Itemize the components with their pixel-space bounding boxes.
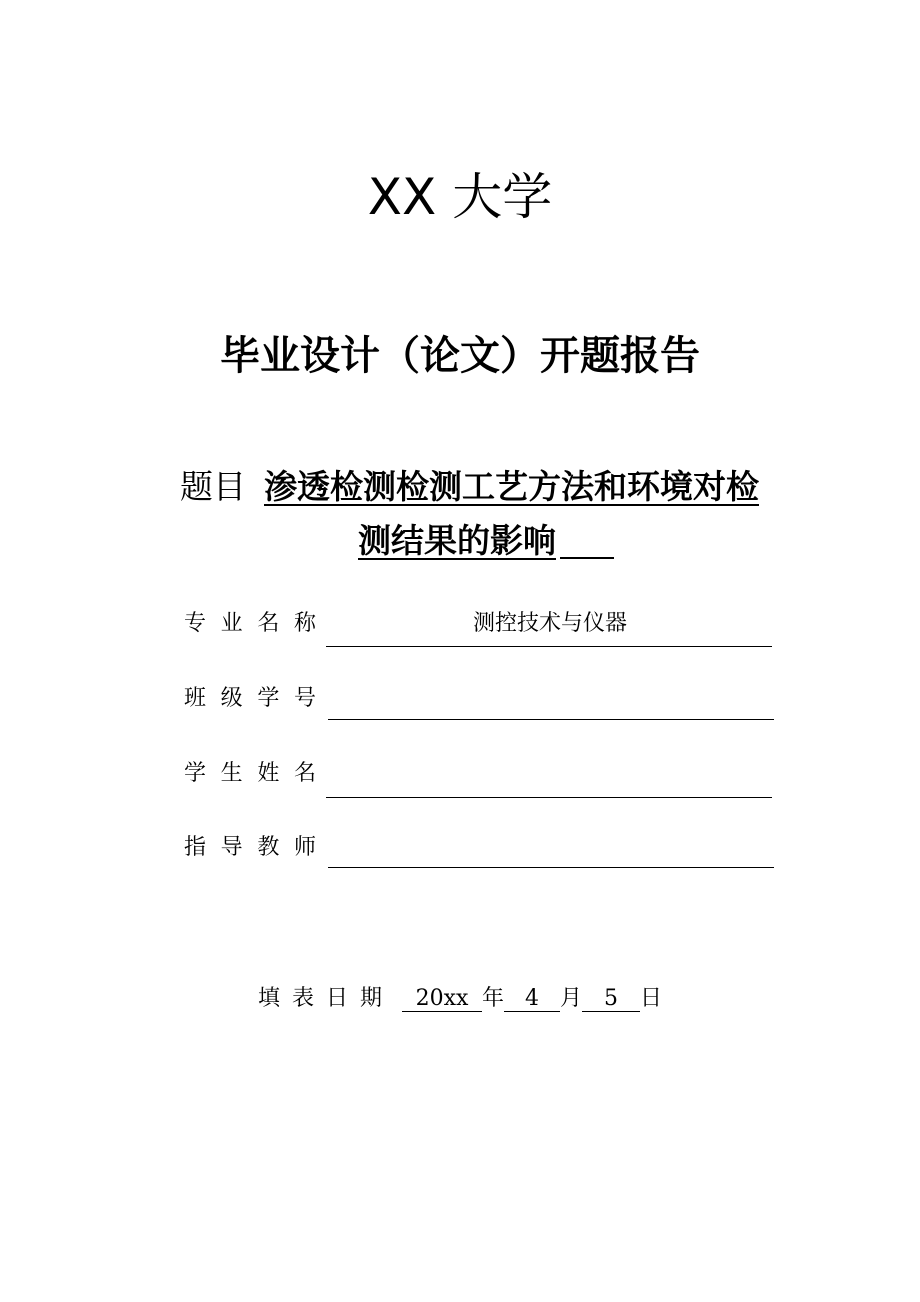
field-line-student-name bbox=[326, 797, 772, 798]
fill-date-label: 填表日期 bbox=[257, 986, 394, 1011]
fill-date-row bbox=[0, 984, 920, 1014]
fill-date-year-unit: 年 bbox=[481, 986, 504, 1011]
field-label-char: 名 bbox=[257, 611, 280, 636]
field-label-char: 号 bbox=[293, 686, 316, 711]
field-label-char: 业 bbox=[220, 611, 243, 636]
field-label-char: 指 bbox=[184, 835, 207, 860]
field-label-char: 师 bbox=[293, 835, 316, 860]
field-label-char: 名 bbox=[293, 761, 316, 786]
field-label-char: 称 bbox=[293, 611, 316, 636]
fill-date-month[interactable]: 4 bbox=[504, 987, 560, 1012]
field-label-student-name bbox=[184, 759, 316, 789]
university-title: XX 大学 bbox=[367, 168, 553, 226]
topic-line-2: 测结果的影响 bbox=[358, 521, 556, 560]
report-title: 毕业设计（论文）开题报告 bbox=[220, 333, 700, 379]
field-label-char: 生 bbox=[220, 761, 243, 786]
fill-date-year[interactable]: 20xx bbox=[402, 987, 482, 1012]
field-label-char: 教 bbox=[257, 835, 280, 860]
field-label-char: 专 bbox=[184, 611, 207, 636]
fill-date-day[interactable]: 5 bbox=[582, 987, 640, 1012]
field-label-major bbox=[184, 609, 316, 639]
field-label-char: 班 bbox=[184, 686, 207, 711]
field-line-major bbox=[326, 646, 772, 647]
field-label-char: 学 bbox=[257, 686, 280, 711]
topic-line-1: 渗透检测检测工艺方法和环境对检 bbox=[264, 467, 759, 506]
topic-label: 题目 bbox=[180, 467, 246, 506]
field-label-char: 姓 bbox=[257, 761, 280, 786]
field-label-char: 导 bbox=[220, 835, 243, 860]
field-value-major[interactable]: 测控技术与仪器 bbox=[472, 611, 627, 636]
field-label-advisor bbox=[184, 833, 316, 863]
fill-date-day-unit: 日 bbox=[640, 986, 663, 1011]
field-line-advisor bbox=[328, 867, 774, 868]
field-label-char: 级 bbox=[220, 686, 243, 711]
topic-underline-tail bbox=[560, 557, 614, 559]
field-label-class-id bbox=[184, 684, 316, 714]
field-label-char: 学 bbox=[184, 761, 207, 786]
field-line-class-id bbox=[328, 719, 774, 720]
fill-date-month-unit: 月 bbox=[560, 986, 583, 1011]
